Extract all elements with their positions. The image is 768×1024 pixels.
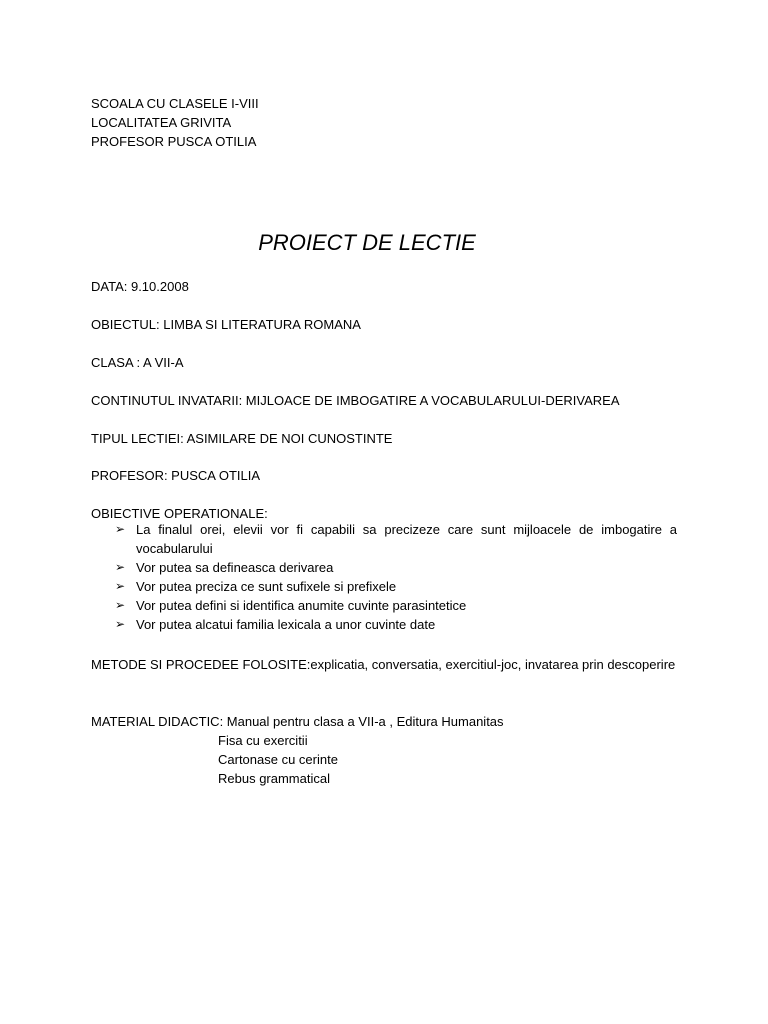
field-professor: PROFESOR: PUSCA OTILIA xyxy=(91,468,261,483)
materials-item: Fisa cu exercitii xyxy=(218,733,308,748)
header-locality: LOCALITATEA GRIVITA xyxy=(91,115,232,130)
objective-text: Vor putea alcatui familia lexicala a unor cuvinte date xyxy=(136,617,436,632)
field-content: CONTINUTUL INVATARII: MIJLOACE DE IMBOGATIRE A VOCABULARULUI-DERIVAREA xyxy=(91,393,620,408)
arrowhead-bullet-icon: ➢ xyxy=(115,598,126,612)
list-item xyxy=(91,577,677,596)
page-title: PROIECT DE LECTIE xyxy=(258,230,476,255)
header-school: SCOALA CU CLASELE I-VIII xyxy=(91,96,259,111)
field-date: DATA: 9.10.2008 xyxy=(91,279,189,294)
arrowhead-bullet-icon: ➢ xyxy=(115,617,126,631)
list-item xyxy=(91,520,677,558)
objective-text: Vor putea sa defineasca derivarea xyxy=(136,560,334,575)
objective-text: Vor putea defini si identifica anumite cuvinte parasintetice xyxy=(136,598,467,613)
arrowhead-bullet-icon: ➢ xyxy=(115,560,126,574)
field-class: CLASA : A VII-A xyxy=(91,355,184,370)
field-lesson-type: TIPUL LECTIEI: ASIMILARE DE NOI CUNOSTINTE xyxy=(91,431,393,446)
field-subject: OBIECTUL: LIMBA SI LITERATURA ROMANA xyxy=(91,317,361,332)
arrowhead-bullet-icon: ➢ xyxy=(115,579,126,593)
objective-text: Vor putea preciza ce sunt sufixele si prefixele xyxy=(136,579,397,594)
list-item xyxy=(91,558,677,577)
materials-item: Rebus grammatical xyxy=(218,771,330,786)
arrowhead-bullet-icon: ➢ xyxy=(115,522,126,536)
list-item xyxy=(91,596,677,615)
objectives-heading: OBIECTIVE OPERATIONALE: xyxy=(91,506,268,521)
list-item xyxy=(91,615,677,634)
objectives-list xyxy=(91,520,677,634)
materials-item: Cartonase cu cerinte xyxy=(218,752,338,767)
methods-paragraph: METODE SI PROCEDEE FOLOSITE:explicatia, conversatia, exercitiul-joc, invatarea prin descoperire xyxy=(91,657,676,672)
objective-text: La finalul orei, elevii vor fi capabili sa precizeze care sunt mijloacele de imbogatire a vocabularului xyxy=(136,522,677,556)
header-teacher: PROFESOR PUSCA OTILIA xyxy=(91,134,257,149)
materials-label: MATERIAL DIDACTIC: Manual pentru clasa a VII-a , Editura Humanitas xyxy=(91,714,504,729)
